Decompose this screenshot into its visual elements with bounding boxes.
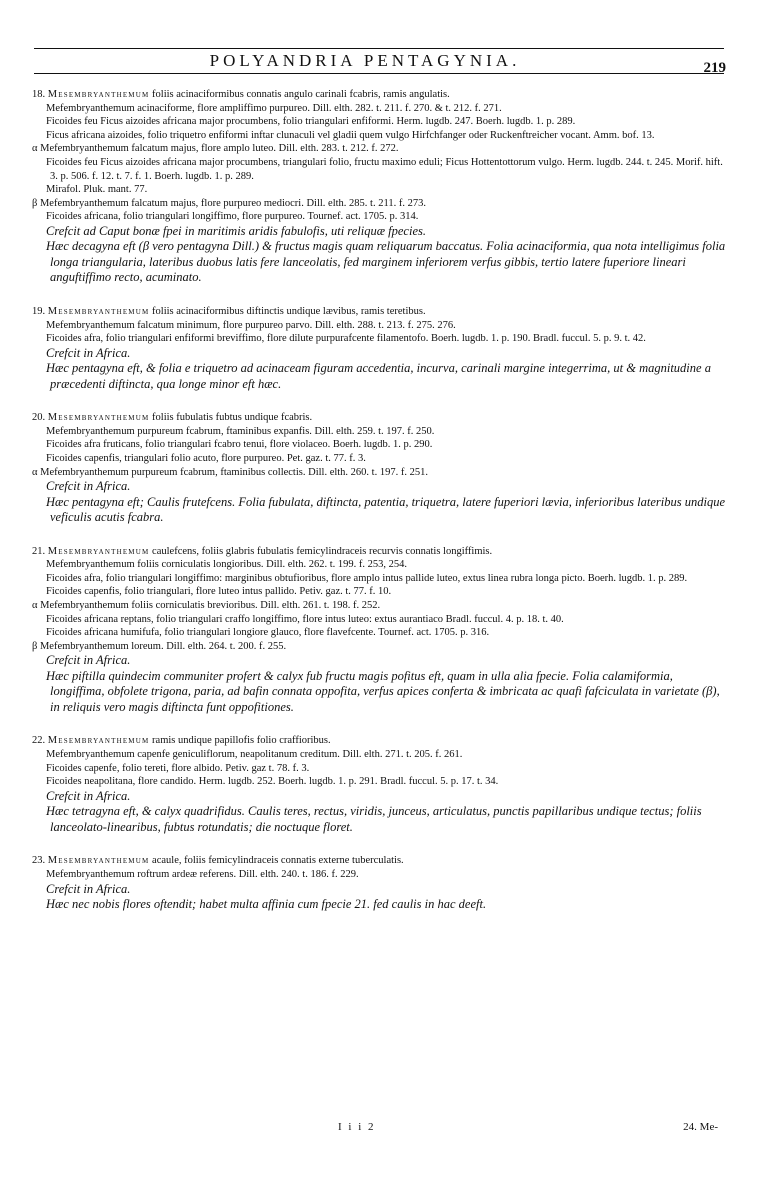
diagnosis-text: foliis acinaciformibus connatis angulo carinali fcabris, ramis angulatis.	[152, 89, 450, 100]
synonym-line: Ficoides feu Ficus aizoides africana major procumbens, triangulari folio, fructu maximo eduli; Ficus Hottentottorum vulgo. Herm. lugdb. 244. t. 245. Morif. hift. 3. p. 506. f. 12. t. 7. f. 1. Boerh. lugdb. 1. p. 289.	[46, 156, 723, 182]
variety-synonym	[32, 197, 728, 211]
variety-mark: β	[32, 197, 38, 209]
synonym-line: Ficoides africana reptans, folio triangulari craffo longiffimo, flore intus luteo: extus aurantiaco Bradl. fuccul. 4. p. 18. t. 40.	[46, 613, 564, 625]
variety-synonym	[32, 640, 728, 654]
observation-note: Crefcit in Africa.	[46, 653, 131, 668]
synonym-text: Mefembryanthemum purpureum fcabrum, ftaminibus collectis. Dill. elth. 260. t. 197. f. 251.	[40, 466, 428, 478]
species-diagnosis	[32, 305, 728, 319]
variety-synonym	[32, 142, 728, 156]
species-number: 18.	[32, 89, 46, 100]
observation-note: Hæc decagyna eft (β vero pentagyna Dill.) & fructus magis quam reliquarum baccatus. Folia acinaciformia, qua nota intelligimus folia longa triangularia, lateribus duobus latis fere lanceolatis, fed marginem inferiorem verfus gibbis, tertio latere fuperiore lineari anguftiffimo recto, acuminato.	[46, 239, 726, 285]
genus-name: Mesembryanthemum	[47, 545, 150, 557]
synonym-line: Mirafol. Pluk. mant. 77.	[46, 184, 148, 196]
species-entry	[32, 411, 728, 525]
synonym-line: Mefembryanthemum foliis corniculatis longioribus. Dill. elth. 262. t. 199. f. 253, 254.	[46, 559, 408, 571]
page-body	[32, 88, 728, 932]
genus-name: Mesembryanthemum	[47, 735, 150, 747]
synonym-line: Ficoides afra, folio triangulari longiffimo: marginibus obtufioribus, flore amplo intus pallide luteo, extus linea rubra longa picto. Boerh. lugdb. 1. p. 289.	[46, 572, 688, 584]
species-number: 22.	[32, 735, 46, 747]
synonym-line: Ficoides afra, folio triangulari enfiformi breviffimo, flore dilute purpurafcente filamentofo. Boerh. lugdb. 1. p. 190. Bradl. fuccul. 5. p. 9. t. 42.	[46, 333, 646, 345]
species-number: 20.	[32, 412, 46, 424]
observation-note: Hæc nec nobis flores oftendit; habet multa affinia cum fpecie 21. fed caulis in hac deeft.	[46, 897, 487, 911]
synonym-line: Mefembryanthemum capenfe geniculiflorum, neapolitanum creditum. Dill. elth. 271. t. 205. f. 261.	[46, 749, 463, 761]
diagnosis-text: ramis undique papillofis folio craffioribus.	[152, 735, 331, 747]
synonym-line: Ficoides feu Ficus aizoides africana major procumbens, folio triangulari enfiformi. Herm. lugdb. 247. Boerh. lugdb. 1. p. 289.	[46, 116, 576, 128]
variety-mark: α	[32, 143, 38, 155]
genus-name: Mesembryanthemum	[47, 412, 150, 424]
header-rule-bottom	[34, 73, 724, 74]
diagnosis-text: acaule, foliis femicylindraceis connatis externe tuberculatis.	[152, 855, 404, 867]
header-rule-top	[34, 48, 724, 49]
catchword: 24. Me-	[683, 1121, 718, 1133]
observation-note: Hæc piftilla quindecim communiter profert & calyx fub fructu magis pofitus eft, quam in ulla alia fpecie. Folia calamiformia, longiffima, obfolete trigona, paria, ad bafin connata oppofita, verfus apices conferta & imbricata ac quafi fafciculata in varietate (β), in reliquis vero magis diftincta funt oppofitiones.	[46, 668, 720, 714]
observation-note: Hæc pentagyna eft; Caulis frutefcens. Folia fubulata, diftincta, patentia, triquetra, latere fuperiori lævia, inferioribus lateribus undique veficulis acutis fcabra.	[46, 494, 725, 525]
species-diagnosis	[32, 854, 728, 868]
synonym-line: Mefembryanthemum purpureum fcabrum, ftaminibus expanfis. Dill. elth. 259. t. 197. f. 250.	[46, 425, 435, 437]
synonym-line: Ficoides capenfe, folio tereti, flore albido. Petiv. gaz t. 78. f. 3.	[46, 762, 310, 774]
observation-note: Crefcit in Africa.	[46, 345, 131, 360]
observation-note: Crefcit in Africa.	[46, 881, 131, 896]
synonym-line: Ficoides capenfis, folio triangulari, flore luteo intus pallido. Petiv. gaz. t. 77. f. 10.	[46, 586, 392, 598]
synonym-line: Ficoides afra fruticans, folio triangulari fcabro tenui, flore violaceo. Boerh. lugdb. 1. p. 290.	[46, 439, 433, 451]
variety-mark: β	[32, 640, 38, 652]
species-entry	[32, 734, 728, 835]
observation-note: Hæc tetragyna eft, & calyx quadrifidus. Caulis teres, rectus, viridis, junceus, articulatus, punctis papillaribus undique tectus; foliis lanceolato-linearibus, fubtus rotundatis; die noctuque floret.	[46, 804, 702, 834]
genus-name: Mesembryanthemum	[47, 89, 150, 100]
species-entry	[32, 854, 728, 912]
variety-mark: α	[32, 600, 38, 612]
synonym-line: Mefembryanthemum acinaciforme, flore ampliffimo purpureo. Dill. elth. 282. t. 211. f. 270. & t. 212. f. 271.	[46, 102, 502, 114]
variety-synonym	[32, 466, 728, 480]
genus-name: Mesembryanthemum	[47, 305, 150, 317]
observation-note: Crefcit in Africa.	[46, 788, 131, 803]
species-entry	[32, 305, 728, 392]
synonym-line: Ficoides capenfis, triangulari folio acuto, flore purpureo. Pet. gaz. t. 77. f. 3.	[46, 453, 366, 464]
species-entry	[32, 88, 728, 286]
synonym-line: Ficoides africana, folio triangulari longiffimo, flore purpureo. Tournef. act. 1705. p. 314.	[46, 211, 419, 223]
genus-name: Mesembryanthemum	[47, 855, 150, 867]
species-diagnosis	[32, 411, 728, 425]
diagnosis-text: foliis fubulatis fubtus undique fcabris.	[152, 412, 313, 424]
synonym-line: Mefembryanthemum falcatum minimum, flore purpureo parvo. Dill. elth. 288. t. 213. f. 275. 276.	[46, 319, 456, 331]
diagnosis-text: caulefcens, foliis glabris fubulatis femicylindraceis recurvis connatis longiffimis.	[152, 545, 493, 557]
species-diagnosis	[32, 734, 728, 748]
signature-mark: I i i 2	[338, 1121, 376, 1133]
species-entry	[32, 545, 728, 716]
page-footer	[0, 1119, 758, 1139]
species-number: 19.	[32, 305, 46, 317]
species-diagnosis	[32, 545, 728, 559]
observation-note: Crefcit in Africa.	[46, 479, 131, 494]
observation-note: Hæc pentagyna eft, & folia e triquetro ad acinaceam figuram accedentia, incurva, carinali margine integerrima, ut & magnitudine a præcedenti diftincta, qua longe minor eft hæc.	[46, 361, 711, 391]
synonym-line: Ficoides africana humifufa, folio triangulari longiore glauco, flore flavefcente. Tournef. act. 1705. p. 316.	[46, 627, 490, 639]
variety-synonym	[32, 599, 728, 613]
species-diagnosis	[32, 88, 728, 102]
species-number: 21.	[32, 545, 46, 557]
synonym-text: Mefembryanthemum foliis corniculatis brevioribus. Dill. elth. 261. t. 198. f. 252.	[40, 600, 381, 612]
synonym-line: Mefembryanthemum roftrum ardeæ referens. Dill. elth. 240. t. 186. f. 229.	[46, 868, 359, 880]
diagnosis-text: foliis acinaciformibus diftinctis undique lævibus, ramis teretibus.	[152, 305, 426, 317]
synonym-text: Mefembryanthemum falcatum majus, flore amplo luteo. Dill. elth. 283. t. 212. f. 272.	[40, 143, 399, 155]
observation-note: Crefcit ad Caput bonæ fpei in maritimis aridis fabulofis, uti reliquæ fpecies.	[46, 223, 426, 238]
synonym-line: Ficus africana aizoides, folio triquetro enfiformi inftar clunaculi vel gladii quem vulgo Hirfchfanger oder Ruckenftreicher vocant. Amm. bof. 13.	[46, 129, 655, 141]
variety-mark: α	[32, 466, 38, 478]
synonym-text: Mefembryanthemum falcatum majus, flore purpureo mediocri. Dill. elth. 285. t. 211. f. 273.	[39, 197, 426, 209]
synonym-text: Mefembryanthemum loreum. Dill. elth. 264. t. 200. f. 255.	[39, 640, 287, 652]
running-head: POLYANDRIA PENTAGYNIA.	[209, 51, 521, 70]
page-number: 219	[703, 60, 726, 76]
synonym-line: Ficoides neapolitana, flore candido. Herm. lugdb. 252. Boerh. lugdb. 1. p. 291. Bradl. fuccul. 5. p. 17. t. 34.	[46, 776, 499, 788]
species-number: 23.	[32, 855, 46, 867]
